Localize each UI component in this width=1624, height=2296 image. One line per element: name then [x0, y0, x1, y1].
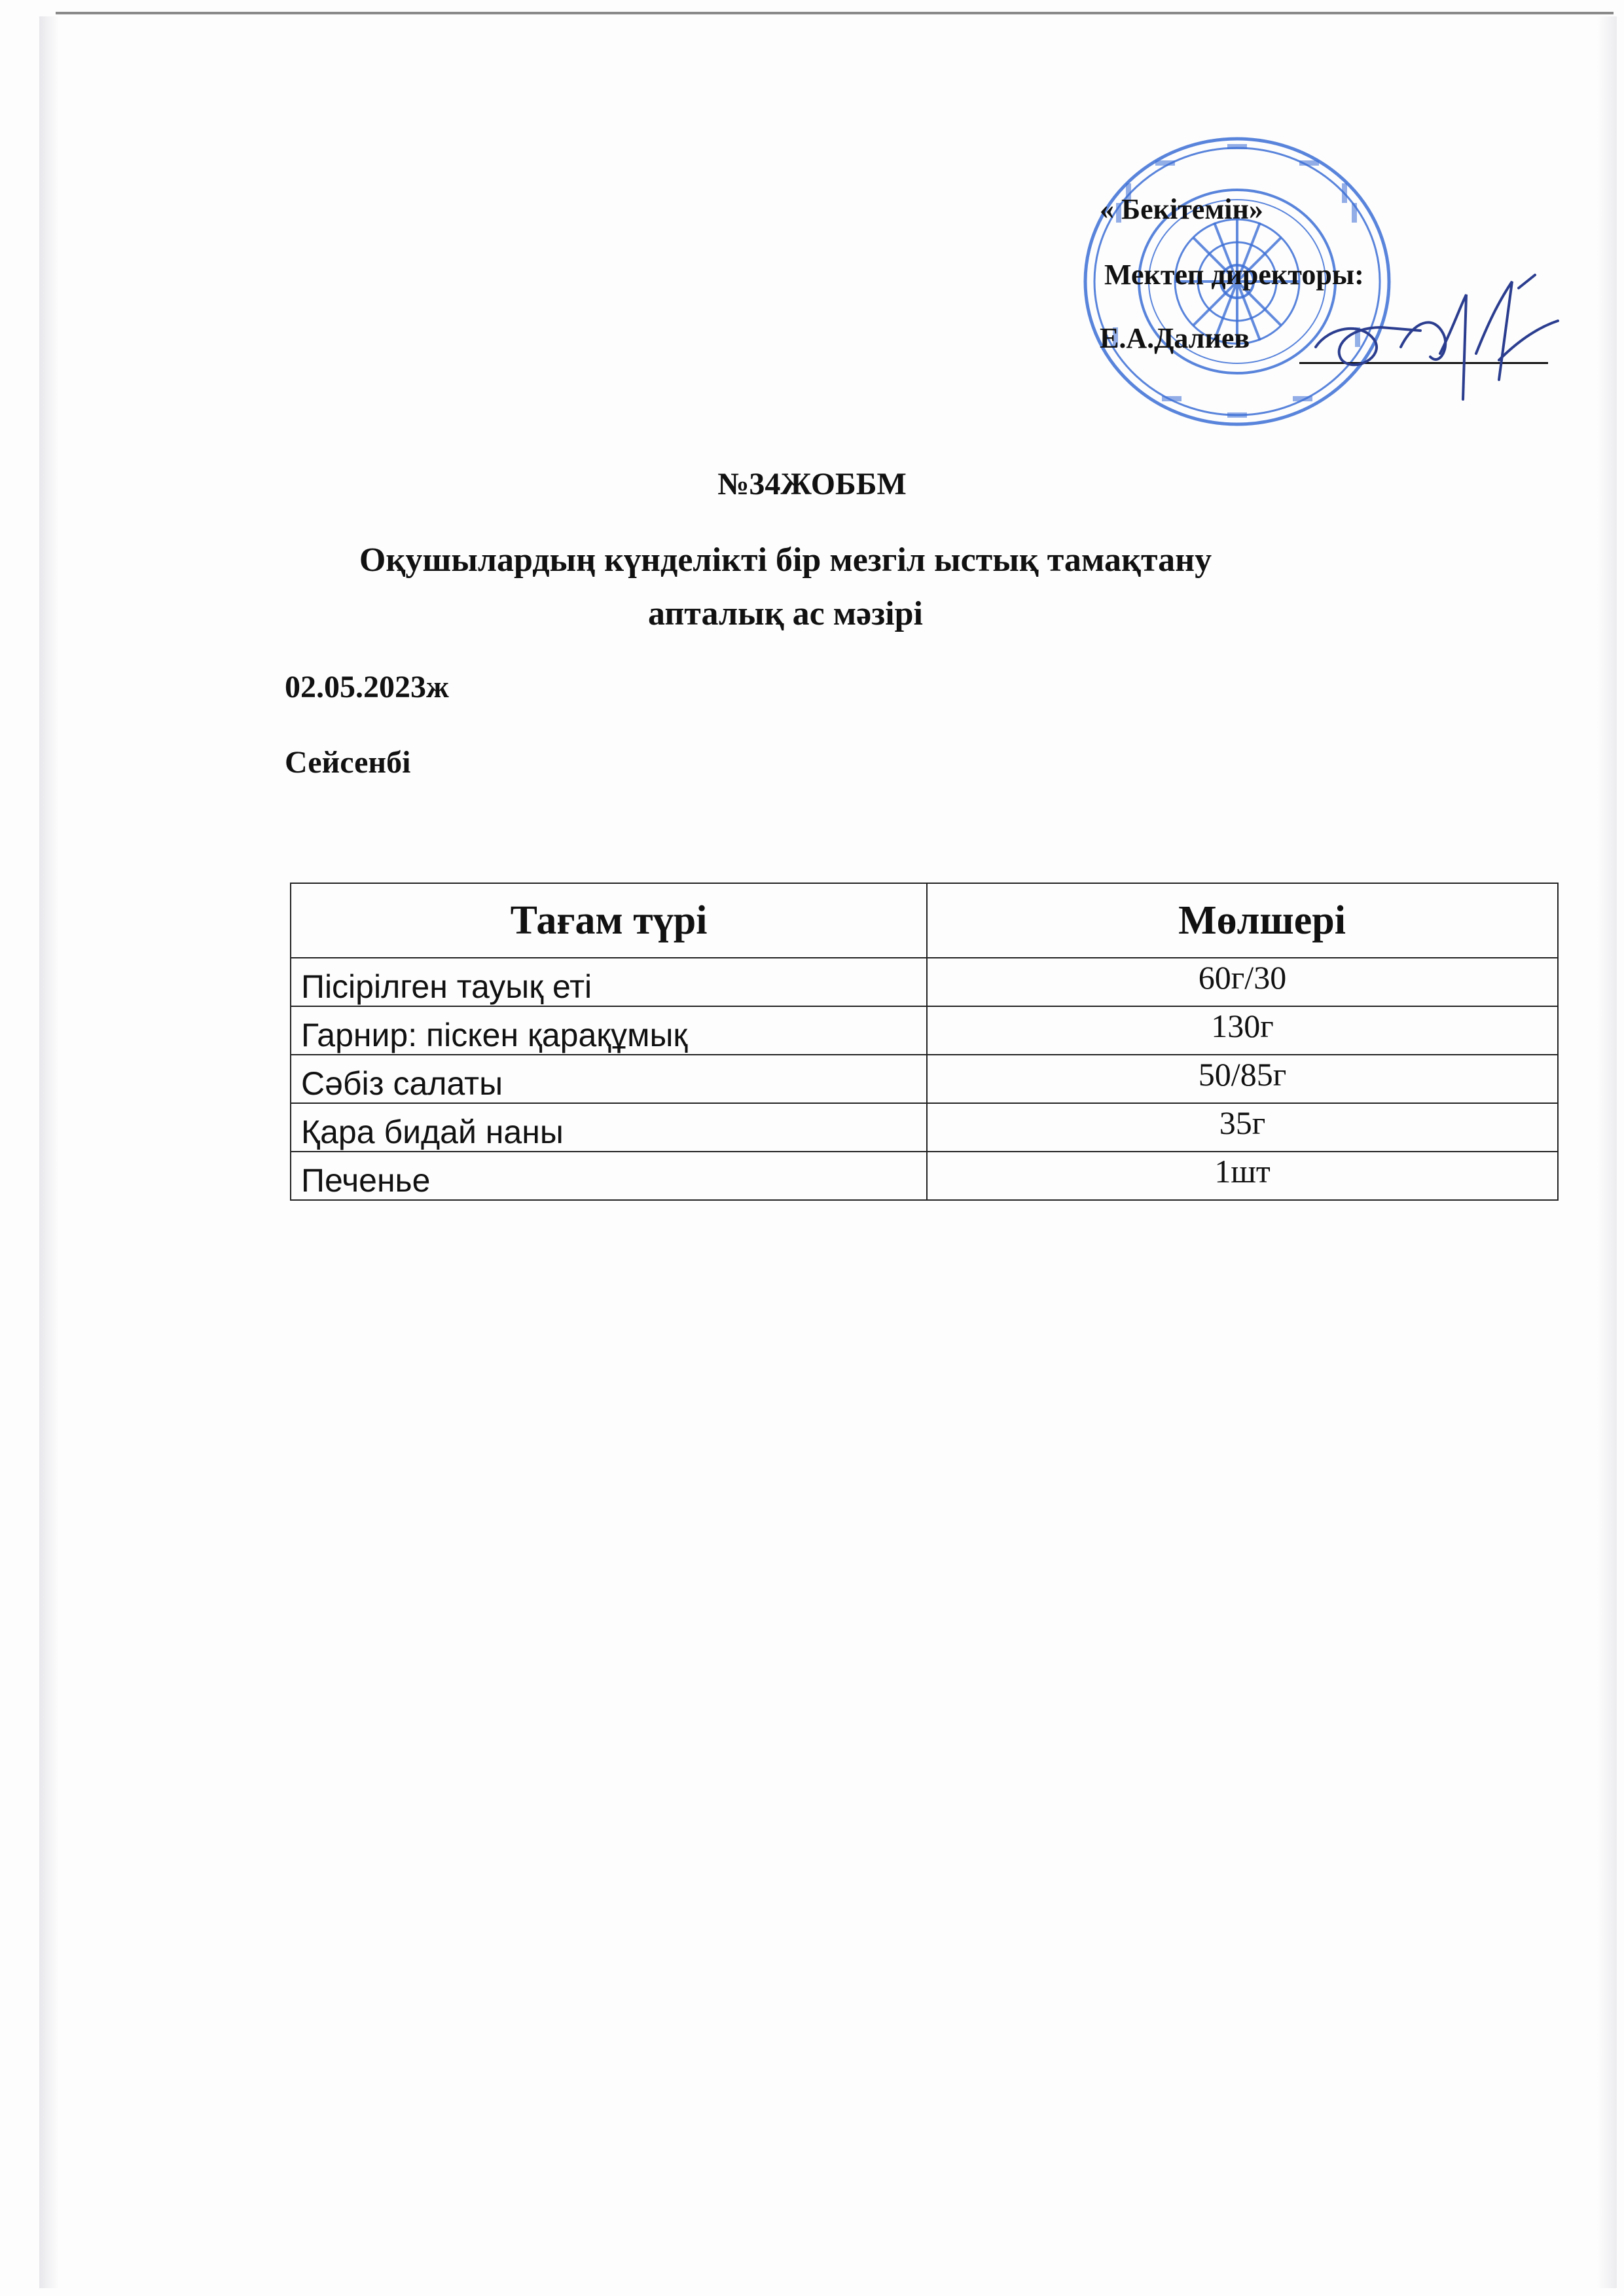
table-row — [291, 1055, 1558, 1103]
school-name: №34ЖОББМ — [717, 467, 907, 501]
approval-heading: « Бекітемін» — [1100, 193, 1263, 225]
dish-amount: 130г — [927, 1006, 1558, 1055]
page-title — [196, 534, 1375, 641]
dish-amount: 60г/30 — [927, 958, 1558, 1006]
table-row — [291, 1006, 1558, 1055]
dish-amount: 50/85г — [927, 1055, 1558, 1103]
menu-weekday: Сейсенбі — [285, 745, 411, 780]
dish-name: Печенье — [291, 1152, 927, 1200]
table-header-row — [291, 883, 1558, 958]
title-line-1: Оқушылардың күнделікті бір мезгіл ыстық тамақтану — [359, 541, 1212, 579]
dish-name: Пісірілген тауық еті — [291, 958, 927, 1006]
scan-edge-line — [56, 12, 1614, 14]
dish-name: Гарнир: піскен қарақұмық — [291, 1006, 927, 1055]
signature-icon — [1303, 249, 1571, 412]
table-row — [291, 1103, 1558, 1152]
dish-amount: 35г — [927, 1103, 1558, 1152]
approval-director-name: Е.А.Далиев — [1100, 322, 1250, 354]
title-line-2: апталық ас мәзірі — [648, 595, 923, 632]
table-row — [291, 1152, 1558, 1200]
approval-position: Мектеп директоры: — [1104, 259, 1364, 291]
dish-name: Қара бидай наны — [291, 1103, 927, 1152]
table-row — [291, 958, 1558, 1006]
column-header-amount: Мөлшері — [927, 883, 1558, 958]
scan-edge-shadow — [39, 16, 59, 2288]
scan-edge-shadow — [1597, 16, 1617, 2288]
dish-name: Сәбіз салаты — [291, 1055, 927, 1103]
menu-table — [290, 883, 1559, 1201]
menu-date: 02.05.2023ж — [285, 670, 449, 704]
dish-amount: 1шт — [927, 1152, 1558, 1200]
column-header-dish: Тағам түрі — [291, 883, 927, 958]
